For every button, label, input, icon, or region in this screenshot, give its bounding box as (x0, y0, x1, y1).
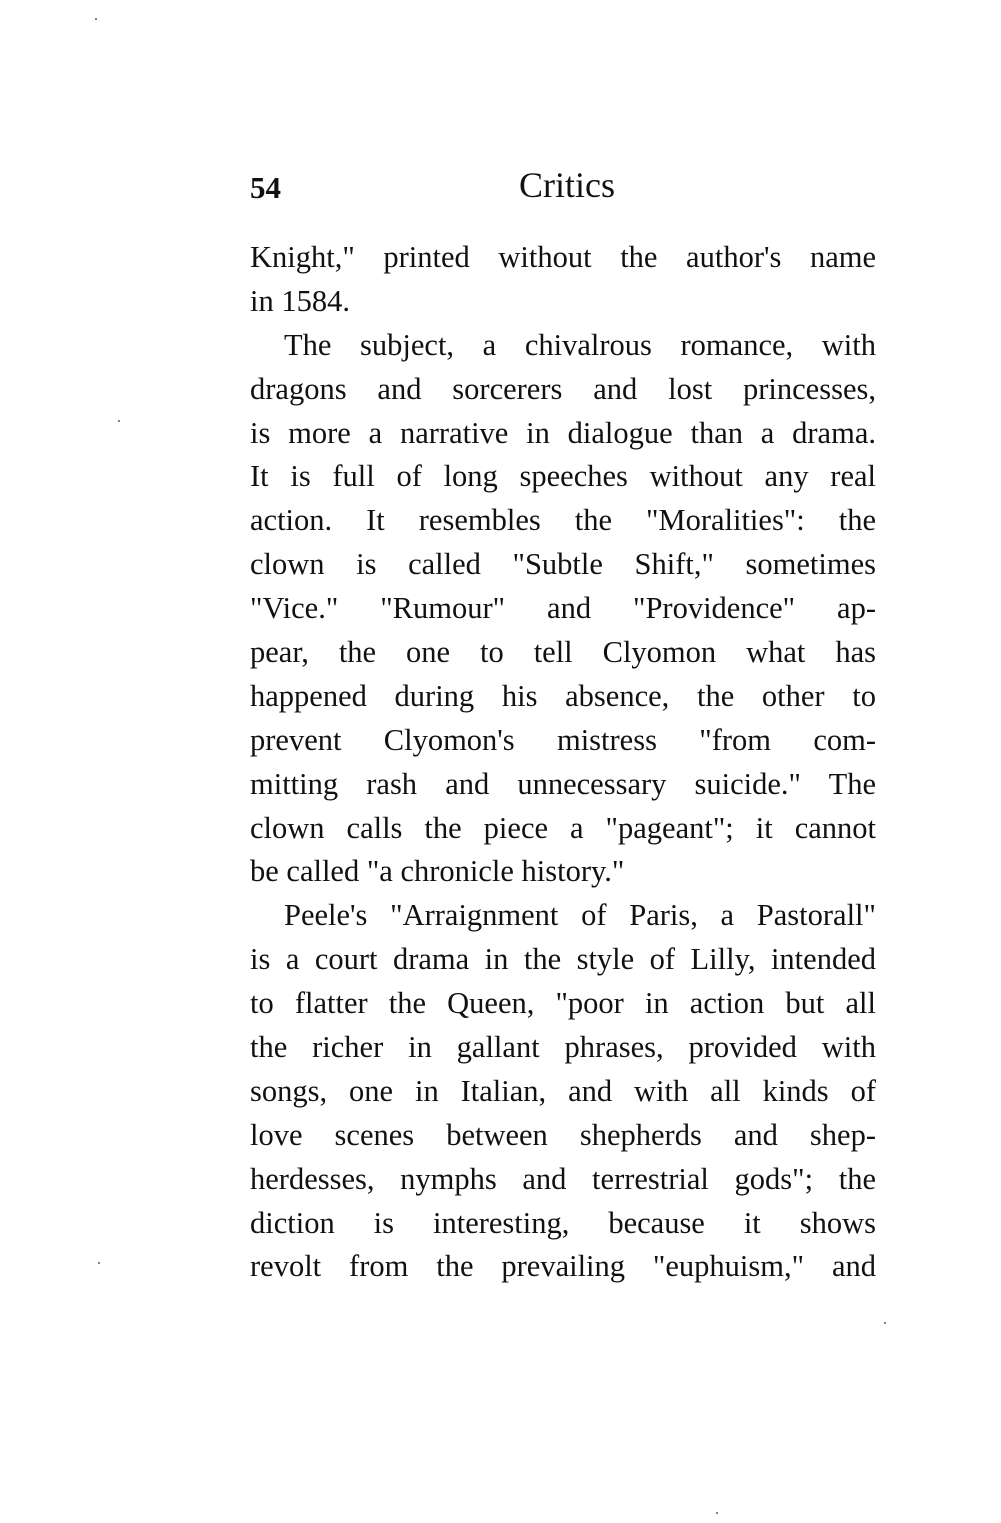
text-line: It is full of long speeches without any real (250, 459, 876, 494)
text-line: diction is interesting, because it shows (250, 1205, 876, 1240)
speck (884, 1322, 886, 1324)
text-line: prevent Clyomon's mistress "from com- (250, 722, 876, 757)
text-line: revolt from the prevailing "euphuism," and (250, 1249, 876, 1284)
text-line: songs, one in Italian, and with all kinds of (250, 1073, 876, 1108)
text-line: is more a narrative in dialogue than a drama. (250, 415, 876, 450)
text-line: herdesses, nymphs and terrestrial gods"; the (250, 1161, 876, 1196)
text-line: dragons and sorcerers and lost princesses, (250, 371, 876, 406)
text-line: to flatter the Queen, "poor in action but all (250, 986, 876, 1021)
text-line: the richer in gallant phrases, provided with (250, 1030, 876, 1065)
text-line: be called "a chronicle history." (250, 854, 625, 889)
speck (95, 18, 97, 20)
text-line: The subject, a chivalrous romance, with (284, 327, 876, 362)
text-line: clown calls the piece a "pageant"; it cannot (250, 810, 876, 845)
text-line: in 1584. (250, 283, 350, 318)
text-line: mitting rash and unnecessary suicide." The (250, 766, 876, 801)
text-line: happened during his absence, the other to (250, 678, 876, 713)
speck (98, 1262, 100, 1264)
text-line: action. It resembles the "Moralities": the (250, 503, 876, 538)
page-number: 54 (250, 170, 281, 205)
text-line: Knight," printed without the author's name (250, 240, 876, 274)
text-line: pear, the one to tell Clyomon what has (250, 635, 876, 670)
text-line: is a court drama in the style of Lilly, intended (250, 942, 876, 977)
text-line: clown is called "Subtle Shift," sometimes (250, 547, 876, 582)
text-line: Peele's "Arraignment of Paris, a Pastorall" (284, 898, 876, 933)
speck (716, 1512, 718, 1514)
running-title: Critics (519, 165, 615, 205)
text-line: "Vice." "Rumour" and "Providence" ap- (250, 591, 876, 626)
speck (118, 420, 120, 422)
running-header (250, 160, 876, 210)
text-line: love scenes between shepherds and shep- (250, 1117, 876, 1152)
body-text (250, 236, 876, 1289)
